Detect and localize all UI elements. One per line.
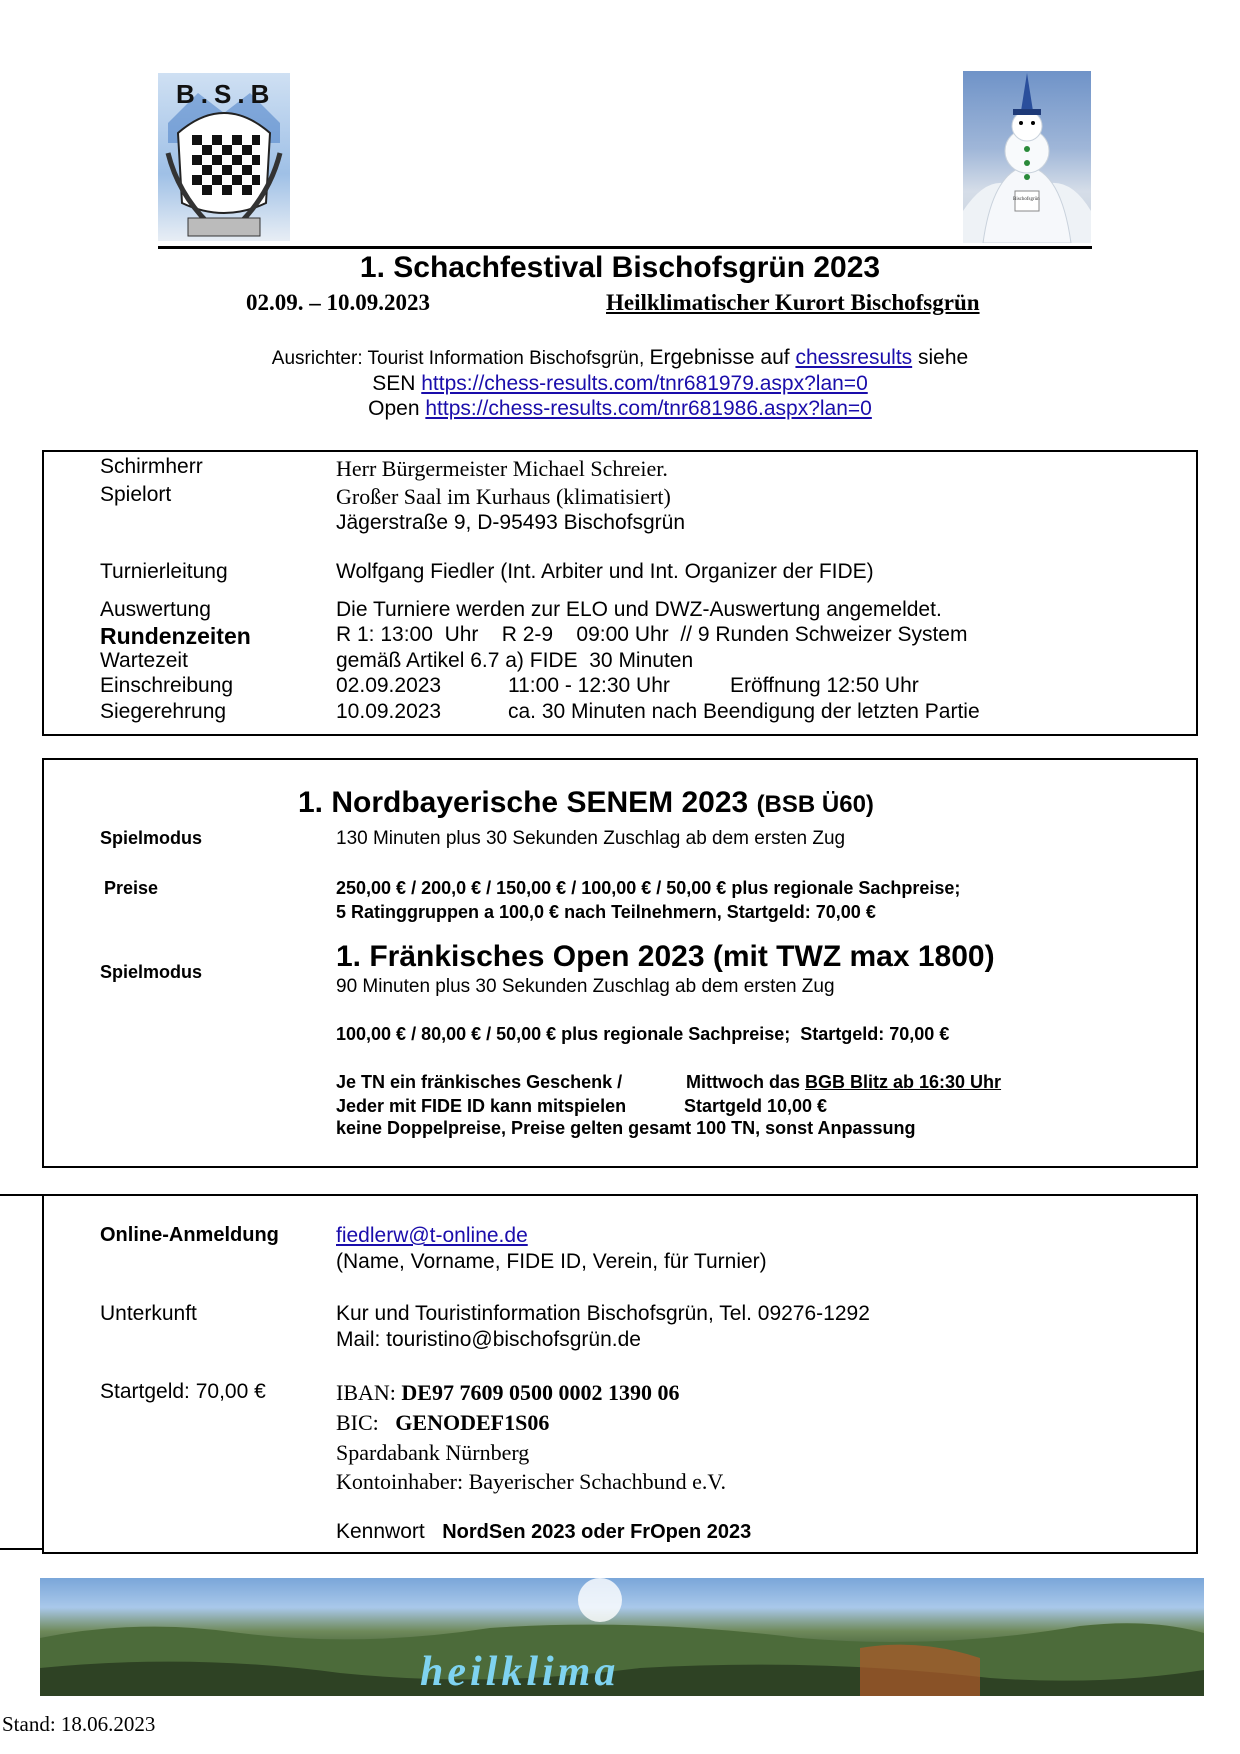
chessresults-link[interactable]: chessresults xyxy=(795,346,913,369)
siegerehrung-date: 10.09.2023 xyxy=(336,700,442,723)
fide-text: Jeder mit FIDE ID kann mitspielen xyxy=(336,1096,627,1116)
snowman-photo xyxy=(963,71,1091,243)
unterkunft-label: Unterkunft xyxy=(100,1302,197,1325)
stand-date: Stand: 18.06.2023 xyxy=(2,1712,156,1736)
bic-label: BIC: xyxy=(336,1410,396,1435)
geschenk-text: Je TN ein fränkisches Geschenk / xyxy=(336,1072,623,1092)
unterkunft-value: Kur und Touristinformation Bischofsgrün, Tel. 09276-1292 xyxy=(336,1302,870,1325)
registration-box xyxy=(42,1194,1198,1554)
schirmherr-label: Schirmherr xyxy=(100,455,203,478)
senem-title-suffix: (BSB Ü60) xyxy=(756,791,874,818)
senem-preise-line1: 250,00 € / 200,0 € / 150,00 € / 100,00 € / 50,00 € plus regionale Sachpreise; xyxy=(336,878,961,898)
logo-text: B.S.B xyxy=(176,79,276,109)
tournaments-box xyxy=(42,758,1198,1168)
page-title: 1. Schachfestival Bischofsgrün 2023 xyxy=(359,251,881,284)
online-anmeldung-label: Online-Anmeldung xyxy=(100,1224,279,1246)
sen-label: SEN xyxy=(372,372,422,395)
turnierleitung-label: Turnierleitung xyxy=(100,560,228,583)
bgb-blitz-text: BGB Blitz ab 16:30 Uhr xyxy=(805,1072,1002,1092)
senem-spielmodus-value: 130 Minuten plus 30 Sekunden Zuschlag ab dem ersten Zug xyxy=(336,828,846,849)
senem-title-text: 1. Nordbayerische SENEM 2023 xyxy=(298,786,749,819)
einschreibung-date: 02.09.2023 xyxy=(336,674,442,697)
auswertung-value: Die Turniere werden zur ELO und DWZ-Auswertung angemeldet. xyxy=(336,598,942,621)
heilklima-banner xyxy=(40,1578,1204,1696)
organizer-text: Ausrichter: Tourist Information Bischofsgrün, xyxy=(271,348,650,369)
auswertung-label: Auswertung xyxy=(100,598,211,621)
account-holder: Kontoinhaber: Bayerischer Schachbund e.V. xyxy=(336,1469,726,1494)
info-box xyxy=(42,450,1198,736)
siegerehrung-label: Siegerehrung xyxy=(100,700,227,723)
eroeffnung-time: Eröffnung 12:50 Uhr xyxy=(730,674,919,697)
kennwort-value: NordSen 2023 oder FrOpen 2023 xyxy=(442,1521,752,1543)
snowman-icon xyxy=(963,71,1091,243)
rundenzeiten-label: Rundenzeiten xyxy=(100,623,251,649)
sign-text: Bischofsgrün xyxy=(1013,197,1040,202)
landscape-icon xyxy=(40,1578,1204,1696)
iban-label: IBAN: xyxy=(336,1380,402,1405)
sen-results-link[interactable]: https://chess-results.com/tnr681979.aspx?lan=0 xyxy=(421,372,868,395)
header-rule xyxy=(158,246,1092,249)
unterkunft-mail: Mail: touristino@bischofsgrün.de xyxy=(336,1328,641,1351)
turnierleitung-value: Wolfgang Fiedler (Int. Arbiter und Int. Organizer der FIDE) xyxy=(336,560,874,583)
organizer-line xyxy=(0,346,1240,370)
senem-preise-line2: 5 Ratinggruppen a 100,0 € nach Teilnehmern, Startgeld: 70,00 € xyxy=(336,902,876,922)
open-preise-line: 100,00 € / 80,00 € / 50,00 € plus regionale Sachpreise; Startgeld: 70,00 € xyxy=(336,1024,950,1044)
banner-text: heilklima xyxy=(420,1649,620,1695)
event-dates: 02.09. – 10.09.2023 xyxy=(246,290,430,315)
iban-value: DE97 7609 0500 0002 1390 06 xyxy=(401,1380,680,1405)
open-spielmodus-label: Spielmodus xyxy=(100,962,203,982)
mittwoch-text: Mittwoch das xyxy=(686,1072,806,1092)
einschreibung-time: 11:00 - 12:30 Uhr xyxy=(508,674,670,697)
kennwort-line xyxy=(336,1520,751,1544)
einschreibung-label: Einschreibung xyxy=(100,674,234,697)
wartezeit-value: gemäß Artikel 6.7 a) FIDE 30 Minuten xyxy=(336,649,694,672)
wartezeit-label: Wartezeit xyxy=(100,649,188,672)
senem-preise-label: Preise xyxy=(104,878,159,898)
senem-spielmodus-label: Spielmodus xyxy=(100,828,203,848)
spielort-value: Großer Saal im Kurhaus (klimatisiert) xyxy=(336,484,671,509)
doppelpreise-text: keine Doppelpreise, Preise gelten gesamt 100 TN, sonst Anpassung xyxy=(336,1118,916,1138)
rundenzeiten-value: R 1: 13:00 Uhr R 2-9 09:00 Uhr // 9 Runden Schweizer System xyxy=(336,623,968,646)
online-details: (Name, Vorname, FIDE ID, Verein, für Turnier) xyxy=(336,1250,767,1273)
kennwort-label: Kennwort xyxy=(336,1520,443,1543)
senem-title xyxy=(298,786,874,820)
bic-value: GENODEF1S06 xyxy=(395,1410,550,1435)
spielort-label: Spielort xyxy=(100,483,172,506)
open-line xyxy=(0,397,1240,421)
bank-name: Spardabank Nürnberg xyxy=(336,1440,530,1465)
sen-line xyxy=(0,372,1240,396)
left-rule-top xyxy=(0,1194,42,1196)
open-spielmodus-value: 90 Minuten plus 30 Sekunden Zuschlag ab dem ersten Zug xyxy=(336,976,835,997)
spielort-address: Jägerstraße 9, D-95493 Bischofsgrün xyxy=(336,511,686,534)
open-label: Open xyxy=(368,397,426,420)
blitz-startgeld: Startgeld 10,00 € xyxy=(684,1096,828,1116)
results-text: Ergebnisse auf xyxy=(649,346,796,369)
siegerehrung-text: ca. 30 Minuten nach Beendigung der letzten Partie xyxy=(508,700,980,723)
iban-line xyxy=(336,1380,679,1406)
siehe-text: siehe xyxy=(912,346,969,369)
schirmherr-value: Herr Bürgermeister Michael Schreier. xyxy=(336,456,668,481)
bsb-logo xyxy=(158,73,290,241)
open-results-link[interactable]: https://chess-results.com/tnr681986.aspx?lan=0 xyxy=(425,397,872,420)
startgeld-label: Startgeld: 70,00 € xyxy=(100,1380,266,1403)
left-rule-bottom xyxy=(0,1548,42,1550)
blitz-line xyxy=(686,1072,1001,1093)
event-place: Heilklimatischer Kurort Bischofsgrün xyxy=(606,290,980,315)
email-link[interactable]: fiedlerw@t-online.de xyxy=(336,1224,528,1247)
bic-line xyxy=(336,1410,549,1436)
open-title: 1. Fränkisches Open 2023 (mit TWZ max 1800) xyxy=(336,940,995,973)
